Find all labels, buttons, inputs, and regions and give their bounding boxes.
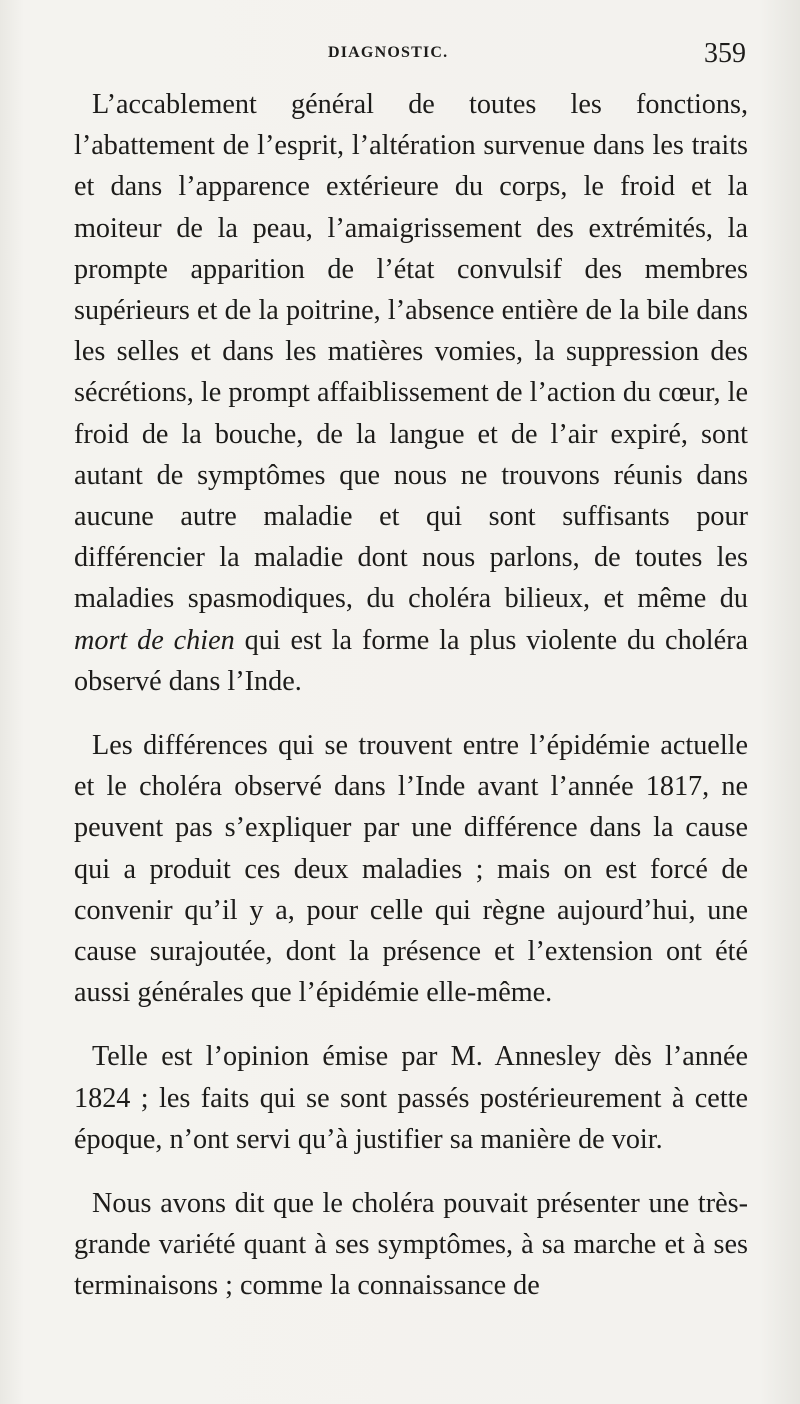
paragraph-4: Nous avons dit que le choléra pouvait présenter une très-grande variété quant à ses symptômes, à sa marche et à ses terminaisons ; comme la connaissance de [74, 1188, 748, 1302]
page-number: 359 [704, 38, 746, 69]
paragraph-2: Les différences qui se trouvent entre l’épidémie actuelle et le choléra observé dans l’Inde avant l’année 1817, ne peuvent pas s’expliquer par une différence dans la cause qui a produit ces deux maladies ; mais on est forcé de convenir qu’il y a, pour celle qui règne aujourd’hui, une cause surajoutée, dont la présence et l’extension ont été aussi générales que l’épidémie elle-même. [74, 730, 748, 1009]
body-text [74, 84, 748, 1307]
running-title: DIAGNOSTIC. [328, 44, 449, 61]
paragraph-1 [74, 84, 748, 702]
paragraph-1-text: L’accablement général de toutes les fonctions, l’abattement de l’esprit, l’altération survenue dans les traits et dans l’apparence extérieure du corps, le froid et la moiteur de la peau, l’amaigrissement des extrémités, la prompte apparition de l’état convulsif des membres supérieurs et de la poitrine, l’absence entière de la bile dans les selles et dans les matières vomies, la suppression des sécrétions, le prompt affaiblissement de l’action du cœur, le froid de la bouche, de la langue et de l’air expiré, sont autant de symptômes que nous ne trouvons réunis dans aucune autre maladie et qui sont suffisants pour différencier la maladie dont nous parlons, de toutes les maladies spasmodiques, du choléra bilieux, et même du [74, 89, 748, 615]
italic-term: mort de chien [74, 624, 235, 656]
paragraph-3: Telle est l’opinion émise par M. Annesley dès l’année 1824 ; les faits qui se sont passés postérieurement à cette époque, n’ont servi qu’à justifier sa manière de voir. [74, 1041, 748, 1155]
running-head [0, 38, 800, 78]
paragraph-1-ending: qui est la forme la plus violente du choléra observé dans l’Inde. [74, 624, 748, 697]
